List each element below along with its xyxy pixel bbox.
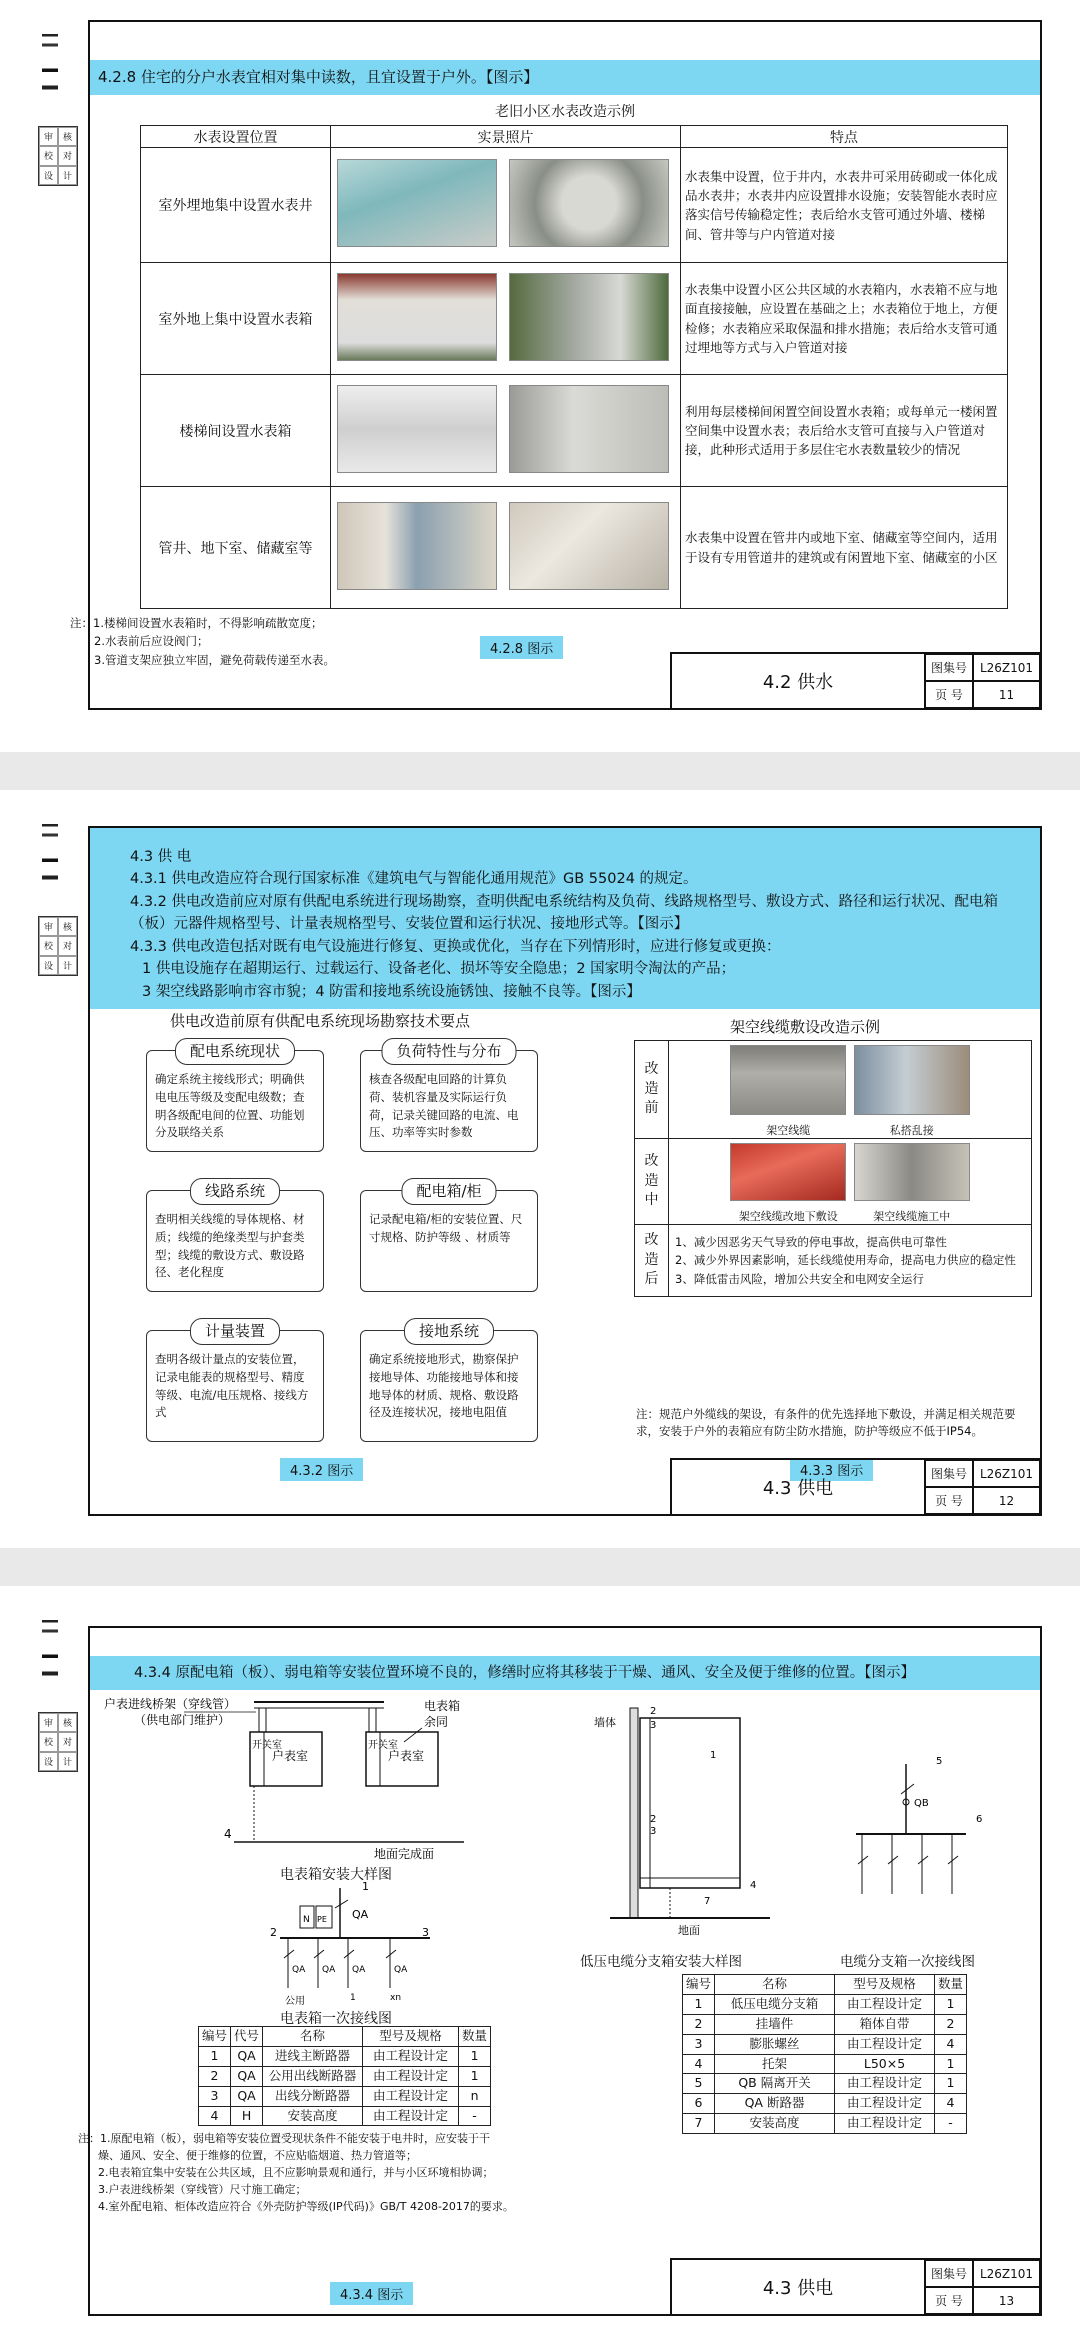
svg-text:QB: QB — [914, 1798, 929, 1809]
svg-text:xn: xn — [390, 1993, 402, 2003]
signature-marks — [42, 820, 58, 916]
photo-stair-meter-box — [337, 385, 497, 473]
svg-text:QA: QA — [352, 1965, 366, 1975]
sheet-page-11 — [0, 0, 1080, 752]
table-row: 5 QB 隔离开关 由工程设计定 1 — [683, 2074, 967, 2094]
drawing-frame — [88, 826, 1042, 1516]
svg-text:3: 3 — [650, 1826, 657, 1837]
water-meter-table — [140, 125, 1008, 609]
svg-text:电表箱: 电表箱 — [424, 1699, 461, 1713]
title-block: 4.2 供水 图集号 L26Z101 页 号 11 — [670, 652, 1040, 708]
branch-parts-table: 编号 名称 型号及规格 数量 1 低压电缆分支箱 由工程设计定 1 2 挂墙件 箱体自带 2 3 膨胀螺丝 由工程设计定 4 4 托架 L50×5 1 5 QB 隔离开关 由工程设计定 1 6 QA 断路器 由工程设计定 4 7 安装高度 由工程设计定 - — [682, 1974, 967, 2134]
photo-meter-pit-inside — [509, 159, 669, 247]
survey-title: 供电改造前原有供配电系统现场勘察技术要点 — [170, 1012, 471, 1030]
survey-box: 负荷特性与分布 核查各级配电回路的计算负荷、装机容量及实际运行负荷，记录关键回路的电流、电压、功率等实时参数 — [360, 1050, 538, 1152]
sheet-name: 4.3 供电 — [672, 2260, 925, 2314]
table-row: 2 挂墙件 箱体自带 2 — [683, 2014, 967, 2034]
svg-text:QA: QA — [322, 1965, 336, 1975]
title-block: 4.3 供电 图集号 L26Z101 页 号 12 — [670, 1458, 1040, 1514]
branch-single-line-diagram — [836, 1754, 996, 1924]
photo-overhead-cables — [730, 1045, 846, 1115]
stage-label: 改造后 — [635, 1225, 669, 1297]
approval-grid: 审 核 校 对 设 计 — [38, 1712, 78, 1772]
approval-strip — [38, 1616, 86, 1776]
clause-bar: 4.2.8 住宅的分户水表宜相对集中读数，且宜设置于户外。【图示】 — [90, 60, 1040, 95]
col-header: 实景照片 — [331, 126, 681, 148]
svg-text:4: 4 — [224, 1827, 232, 1841]
sheet-code: L26Z101 — [973, 1460, 1040, 1487]
svg-text:户表进线桥架（穿线管）: 户表进线桥架（穿线管） — [104, 1697, 237, 1711]
col-header: 特点 — [681, 126, 1008, 148]
signature-marks — [42, 1616, 58, 1712]
svg-text:地面完成面: 地面完成面 — [374, 1847, 435, 1861]
sheet-page-12 — [0, 790, 1080, 1548]
photo-meter-cabinet-worker — [509, 273, 669, 361]
meter-single-line-diagram — [240, 1878, 460, 2008]
svg-text:2: 2 — [650, 1706, 657, 1717]
figure-label: 4.3.3 图示 — [790, 1458, 873, 1481]
svg-text:PE: PE — [317, 1915, 327, 1924]
notes: 注：1.楼梯间设置水表箱时，不得影响疏散宽度； 2.水表前后应设阀门； 3.管道支架应独立牢固，避免荷载传递至水表。 — [70, 616, 335, 667]
sheet-name: 4.2 供水 — [672, 654, 925, 708]
table-row: 3 膨胀螺丝 由工程设计定 4 — [683, 2034, 967, 2054]
table-row: 室外地上集中设置水表箱 水表集中设置小区公共区域的水表箱内，水表箱不应与地面直接接触，应设置在基础之上；水表箱位于地上，方便检修；水表箱应采取保温和排水措施；表后给水支管可通过埋地等方式与入户管道对接 — [141, 263, 1008, 375]
drawing-title: 电表箱一次接线图 — [280, 2011, 392, 2027]
svg-text:1: 1 — [362, 1880, 369, 1893]
photo-underground-cables — [730, 1143, 846, 1201]
overhead-title: 架空线缆敷设改造示例 — [730, 1018, 881, 1036]
stage-label: 改造前 — [635, 1041, 669, 1139]
table-row: 7 安装高度 由工程设计定 - — [683, 2114, 967, 2134]
approval-strip — [38, 30, 86, 190]
branch-box-install-drawing — [590, 1698, 790, 1938]
sheet-code: L26Z101 — [973, 2260, 1040, 2287]
table-row: 6 QA 断路器 由工程设计定 4 — [683, 2094, 967, 2114]
photo-basement-meters — [509, 502, 669, 590]
drawing-title: 电缆分支箱一次接线图 — [840, 1954, 975, 1970]
sheet-name: 4.3 供电 — [672, 1460, 925, 1514]
table-row: 1 低压电缆分支箱 由工程设计定 1 — [683, 1994, 967, 2014]
svg-text:7: 7 — [704, 1896, 711, 1907]
survey-box: 计量装置 查明各级计量点的安装位置，记录电能表的规格型号、精度等级、电流/电压规格、接线方式 — [146, 1330, 324, 1442]
stage-label: 改造中 — [635, 1139, 669, 1225]
photo-stair-meter-open — [509, 385, 669, 473]
svg-text:2: 2 — [650, 1814, 657, 1825]
svg-text:QA: QA — [394, 1965, 408, 1975]
svg-text:QA: QA — [352, 1908, 369, 1921]
photo-messy-wiring — [854, 1045, 970, 1115]
approval-grid: 审 核 校 对 设 计 — [38, 916, 78, 976]
sheet-page-13 — [0, 1586, 1080, 2346]
page-number: 11 — [973, 681, 1040, 708]
survey-box: 配电系统现状 确定系统主接线形式；明确供电电压等级及变配电级数；查明各级配电间的位置、功能划分及联络关系 — [146, 1050, 324, 1152]
overhead-table: 改造前 架空线缆 私搭乱接 改造中 架空线缆改地下敷设 架空线缆施工中 改造后 1、减少因恶劣天气导致的停电事故，提高供电可靠性 2、减少外界因素影响，延长线缆使用寿命，提高电力供应的稳定性 3、降低雷击风险，增加公共安全和电网安全运行 — [634, 1040, 1032, 1297]
table-row: 4 H 安装高度 由工程设计定 - — [199, 2106, 491, 2126]
notes: 注：1.原配电箱（板），弱电箱等安装位置受现状条件不能安装于电井时，应安装于干 燥、通风、安全、便于维修的位置，不应贴临烟道、热力管道等； 2.电表箱宜集中安装在公共区域，且不应影响景观和通行，并与小区环境相协调； 3.户表进线桥架（穿线管）尺寸施工确定； 4.室外配电箱、柜体改造应符合《外壳防护等级(IP代码)》GB/T 4208-2017的要求。 — [78, 2132, 514, 2214]
survey-box: 配电箱/柜 记录配电箱/柜的安装位置、尺寸规格、防护等级 、材质等 — [360, 1190, 538, 1292]
table-row: 室外埋地集中设置水表井 水表集中设置，位于井内，水表井可采用砖砌或一体化成品水表井；水表井内应设置排水设施；安装智能水表时应落实信号传输稳定性；表后给水支管可通过外墙、楼梯间、管井等与户内管道对接 — [141, 148, 1008, 263]
drawing-title: 电表箱安装大样图 — [280, 1867, 392, 1883]
page-number: 12 — [973, 1487, 1040, 1514]
svg-text:户表室: 户表室 — [272, 1749, 309, 1763]
svg-text:3: 3 — [422, 1926, 429, 1939]
svg-text:公用: 公用 — [285, 1996, 305, 2007]
table-row: 2 QA 公用出线断路器 由工程设计定 1 — [199, 2066, 491, 2086]
svg-text:余同: 余同 — [424, 1715, 449, 1729]
photo-meter-pit — [337, 159, 497, 247]
table-row: 管井、地下室、储藏室等 水表集中设置在管井内或地下室、储藏室等空间内，适用于设有专用管道井的建筑或有闲置地下室、储藏室的小区 — [141, 487, 1008, 609]
drawing-title: 低压电缆分支箱安装大样图 — [580, 1954, 742, 1970]
survey-box: 线路系统 查明相关线缆的导体规格、材质；线缆的绝缘类型与护套类型；线缆的敷设方式、敷设路径、老化程度 — [146, 1190, 324, 1292]
table-row: 楼梯间设置水表箱 利用每层楼梯间闲置空间设置水表箱；或每单元一楼闲置空间集中设置水表；表后给水支管可直接与入户管道对接，此种形式适用于多层住宅水表数量较少的情况 — [141, 375, 1008, 487]
table-row: 4 托架 L50×5 1 — [683, 2054, 967, 2074]
overhead-note: 注：规范户外缆线的架设，有条件的优先选择地下敷设，并满足相关规范要求，安装于户外的表箱应有防尘防水措施，防护等级应不低于IP54。 — [636, 1407, 1016, 1439]
svg-text:1: 1 — [710, 1750, 717, 1761]
drawing-frame — [78, 1626, 1042, 2316]
table-row: 1 QA 进线主断路器 由工程设计定 1 — [199, 2046, 491, 2066]
drawing-frame — [70, 20, 1042, 710]
clause-block: 4.3 供 电 4.3.1 供电改造应符合现行国家标准《建筑电气与智能化通用规范》GB 55024 的规定。 4.3.2 供电改造前应对原有供配电系统进行现场勘察，查明供配电系统结构及负荷、线路规格型号、敷设方式、路径和运行状况、配电箱（板）元器件规格型号、计量表规格型号、安装位置和运行状况、接地形式等。【图示】 4.3.3 供电改造包括对既有电气设施进行修复、更换或优化，当存在下列情形时，应进行修复或更换： 1 供电设施存在超期运行、过载运行、设备老化、损坏等安全隐患；2 国家明令淘汰的产品； 3 架空线路影响市容市貌；4 防雷和接地系统设施锈蚀、接触不良等。【图示】 — [90, 828, 1040, 1009]
clause-bar: 4.3.4 原配电箱（板）、弱电箱等安装位置环境不良的，修缮时应将其移装于干燥、通风、安全及便于维修的位置。【图示】 — [90, 1656, 1040, 1690]
svg-text:2: 2 — [270, 1926, 277, 1939]
svg-text:N: N — [303, 1915, 310, 1925]
svg-text:墙体: 墙体 — [594, 1716, 616, 1729]
page-number: 13 — [973, 2287, 1040, 2314]
figure-label: 4.2.8 图示 — [480, 636, 563, 659]
sheet-code: L26Z101 — [973, 654, 1040, 681]
photo-meter-cabinet — [337, 273, 497, 361]
svg-text:地面: 地面 — [678, 1924, 700, 1937]
photo-shaft-meters — [337, 502, 497, 590]
svg-text:1: 1 — [350, 1993, 356, 2003]
svg-text:开关室: 开关室 — [368, 1740, 398, 1751]
col-header: 水表设置位置 — [141, 126, 331, 148]
svg-text:5: 5 — [936, 1756, 943, 1767]
svg-text:4: 4 — [750, 1880, 757, 1891]
meter-parts-table: 编号 代号 名称 型号及规格 数量 1 QA 进线主断路器 由工程设计定 1 2 QA 公用出线断路器 由工程设计定 1 3 QA 出线分断路器 由工程设计定 n 4 H 安装高度 由工程设计定 - — [198, 2026, 491, 2126]
svg-text:6: 6 — [976, 1814, 983, 1825]
approval-grid: 审 核 校 对 设 计 — [38, 126, 78, 186]
title-block: 4.3 供电 图集号 L26Z101 页 号 13 — [670, 2258, 1040, 2314]
survey-box: 接地系统 确定系统接地形式，勘察保护接地导体、功能接地导体和接地导体的材质、规格、敷设路径及连接状况，接地电阻值 — [360, 1330, 538, 1442]
svg-text:开关室: 开关室 — [252, 1740, 282, 1751]
photo-cable-construction — [854, 1143, 970, 1201]
svg-text:QA: QA — [292, 1965, 306, 1975]
svg-text:3: 3 — [650, 1720, 657, 1731]
svg-text:户表室: 户表室 — [388, 1749, 425, 1763]
svg-text:（供电部门维护）: （供电部门维护） — [134, 1713, 231, 1727]
signature-marks — [42, 30, 58, 126]
meter-box-install-drawing — [84, 1692, 484, 1872]
figure-label: 4.3.4 图示 — [330, 2282, 413, 2305]
table-title: 老旧小区水表改造示例 — [495, 104, 635, 121]
figure-label: 4.3.2 图示 — [280, 1458, 363, 1481]
table-row: 3 QA 出线分断路器 由工程设计定 n — [199, 2086, 491, 2106]
approval-strip — [38, 820, 86, 980]
